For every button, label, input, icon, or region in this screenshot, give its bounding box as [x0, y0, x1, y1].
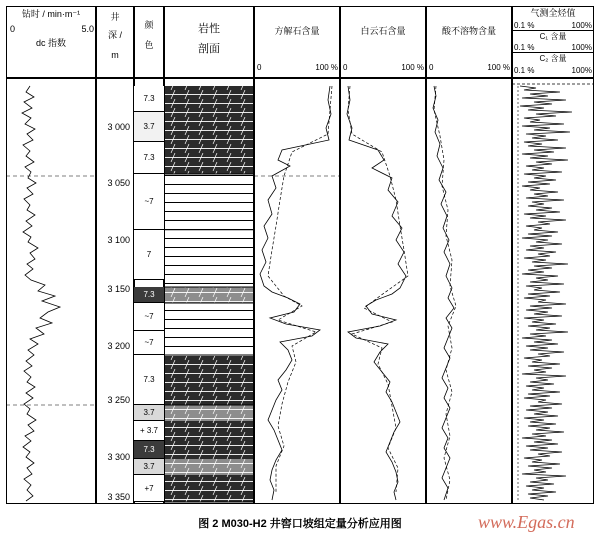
depth-title-line3: m — [111, 50, 119, 60]
gas-sub1-label: C₁ 含量 — [539, 32, 567, 41]
color-cell-8: 7.3 — [134, 355, 164, 405]
litho-title-line1: 岩性 — [198, 23, 220, 35]
gas-axis-min-2: 0.1 % — [514, 43, 535, 52]
panel-litho-header — [164, 6, 254, 78]
calcite-axis-max: 100 % — [315, 63, 338, 72]
depth-title-line1: 井 — [110, 12, 120, 22]
gas-axis-max-1: 100% — [571, 21, 592, 30]
track-gas-body — [512, 78, 594, 504]
dc-axis-max: 5.0 — [81, 24, 94, 34]
track-calcite-body — [254, 78, 340, 504]
track-insoluble-body — [426, 78, 512, 504]
dc-title-line2: dc 指数 — [35, 38, 66, 48]
color-cell-10: + 3.7 — [134, 421, 164, 441]
insoluble-axis-min: 0 — [429, 63, 434, 72]
depth-label-6: 3 300 — [107, 452, 130, 462]
calcite-title: 方解石含量 — [274, 26, 320, 36]
track-dc-body — [6, 78, 96, 504]
litho-title-line2: 剖面 — [198, 43, 220, 55]
gas-axis-min-1: 0.1 % — [514, 21, 535, 30]
color-cell-13: +7 — [134, 475, 164, 502]
depth-label-3: 3 150 — [107, 284, 130, 294]
gas-axis-min-3: 0.1 % — [514, 66, 535, 75]
color-cell-5: 7.3 — [134, 287, 164, 303]
dc-axis-min: 0 — [10, 24, 16, 34]
gas-sub2-label: C₂ 含量 — [539, 54, 567, 63]
depth-label-4: 3 200 — [107, 341, 130, 351]
gas-axis-max-3: 100% — [571, 66, 592, 75]
color-cell-11: 7.3 — [134, 441, 164, 459]
dolomite-axis-max: 100 % — [401, 63, 424, 72]
depth-label-2: 3 100 — [107, 235, 130, 245]
color-cell-4: 7 — [134, 230, 164, 280]
dc-title-line1: 钻时 / min·m⁻¹ — [21, 9, 81, 19]
color-title-line1: 颜 — [144, 20, 154, 30]
figure-caption: 图 2 M030-H2 井窖口坡组定量分析应用图 — [198, 518, 402, 530]
gas-axis-max-2: 100% — [571, 43, 592, 52]
depth-label-0: 3 000 — [107, 122, 130, 132]
color-cell-1: 3.7 — [134, 112, 164, 142]
color-cell-7: ~7 — [134, 331, 164, 355]
track-litho-body — [164, 78, 254, 504]
color-cell-12: 3.7 — [134, 459, 164, 475]
watermark: www.Egas.cn — [478, 512, 575, 532]
color-cell-0: 7.3 — [134, 86, 164, 112]
depth-label-5: 3 250 — [107, 395, 130, 405]
calcite-axis-min: 0 — [257, 63, 262, 72]
insoluble-axis-max: 100 % — [487, 63, 510, 72]
dolomite-title: 白云石含量 — [360, 26, 406, 36]
color-cell-6: ~7 — [134, 303, 164, 331]
gas-title: 气测全烃值 — [530, 8, 576, 18]
depth-label-7: 3 350 — [107, 492, 130, 502]
insoluble-title: 酸不溶物含量 — [441, 26, 496, 36]
color-cell-3: ~7 — [134, 174, 164, 230]
depth-label-1: 3 050 — [107, 178, 130, 188]
color-cell-9: 3.7 — [134, 405, 164, 421]
depth-title-line2: 深 / — [107, 30, 122, 40]
dolomite-axis-min: 0 — [343, 63, 348, 72]
track-dolomite-body — [340, 78, 426, 504]
color-title-line2: 色 — [144, 40, 154, 50]
color-cell-2: 7.3 — [134, 142, 164, 174]
